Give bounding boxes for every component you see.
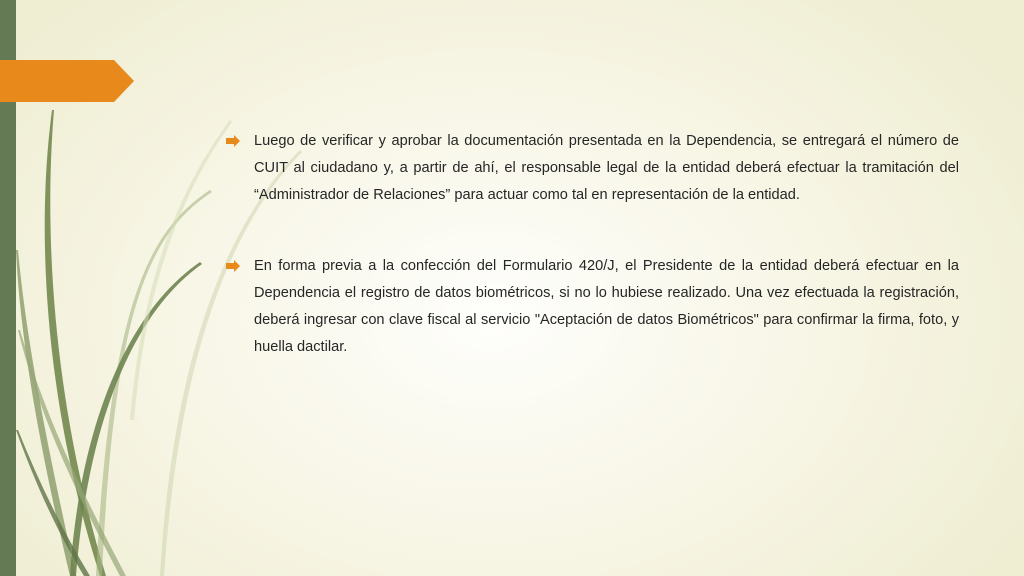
arrow-right-icon xyxy=(226,135,240,147)
bullet-text: Luego de verificar y aprobar la documentación presentada en la Dependencia, se entregará el número de CUIT al ciudadano y, a partir de ahí, el responsable legal de la entidad deberá efectuar la tramitación del “Administrador de Relaciones” para actuar como tal en representación de la entidad. xyxy=(254,133,959,203)
bullet-item-1 xyxy=(226,128,959,209)
slide-content xyxy=(226,128,959,405)
arrow-right-icon xyxy=(226,260,240,272)
bullet-text: En forma previa a la confección del Formulario 420/J, el Presidente de la entidad deberá efectuar en la Dependencia el registro de datos biométricos, si no lo hubiese realizado. Una vez efectuada la registración, deberá ingresar con clave fiscal al servicio "Aceptación de datos Biométricos" para confirmar la firma, foto, y huella dactilar. xyxy=(254,258,959,355)
bullet-item-2 xyxy=(226,253,959,361)
